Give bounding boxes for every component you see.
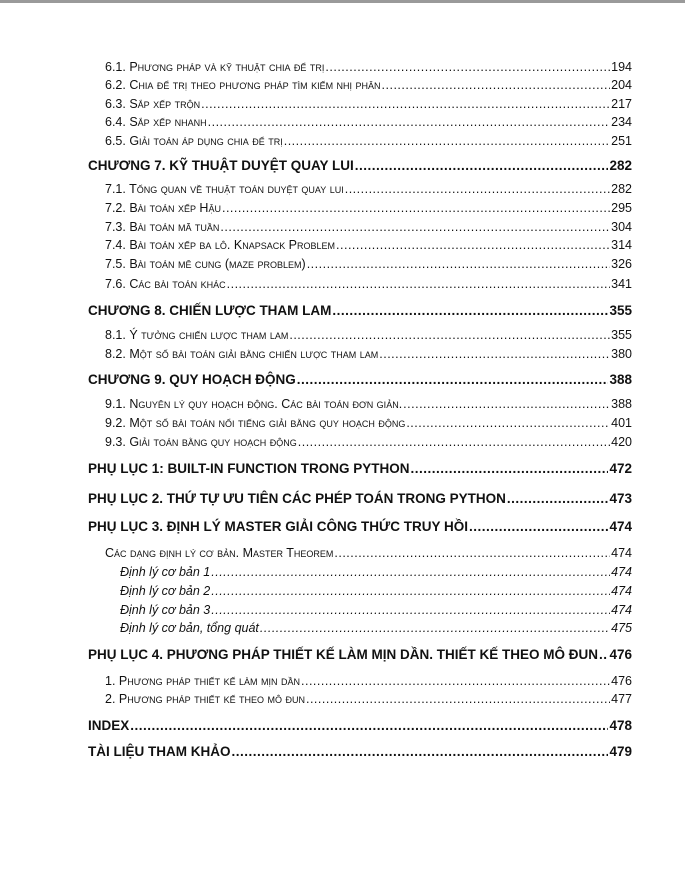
toc-entry-title: 6.1. Phương pháp và kỹ thuật chia để trị xyxy=(105,60,325,74)
toc-chapter-entry[interactable] xyxy=(88,303,632,318)
toc-entry-page: 251 xyxy=(611,134,632,148)
toc-entry-title: 9.1. Nguyên lý quy hoạch động. Các bài toán đơn giản. xyxy=(105,397,403,411)
toc-section-entry[interactable] xyxy=(120,565,632,579)
toc-entry-page: 326 xyxy=(611,257,632,271)
toc-entry-page: 194 xyxy=(611,60,632,74)
toc-section-entry[interactable] xyxy=(105,692,632,706)
toc-section-entry[interactable] xyxy=(105,674,632,688)
toc-entry-page: 204 xyxy=(611,78,632,92)
toc-entry-page: 401 xyxy=(611,416,632,430)
toc-entry-title: 6.5. Giải toán áp dụng chia để trị xyxy=(105,134,283,148)
dot-leader xyxy=(307,257,610,271)
toc-entry-title: Định lý cơ bản, tổng quát xyxy=(120,621,259,635)
dot-leader xyxy=(306,692,610,706)
toc-section-entry[interactable] xyxy=(105,435,632,449)
dot-leader xyxy=(599,647,608,662)
dot-leader xyxy=(222,201,610,215)
toc-entry-title: 9.2. Một số bài toán nổi tiếng giải bằng quy hoạch động xyxy=(105,416,406,430)
dot-leader xyxy=(211,603,610,617)
toc-entry-page: 477 xyxy=(611,692,632,706)
toc-chapter-entry[interactable] xyxy=(88,491,632,506)
dot-leader xyxy=(211,584,610,598)
toc-entry-page: 479 xyxy=(609,744,632,759)
toc-section-entry[interactable] xyxy=(105,78,632,92)
toc-entry-title: Định lý cơ bản 3 xyxy=(120,603,211,617)
toc-section-entry[interactable] xyxy=(105,347,632,361)
toc-entry-title: 2. Phương pháp thiết kế theo mô đun xyxy=(105,692,305,706)
toc-chapter-entry[interactable] xyxy=(88,158,632,173)
toc-section-entry[interactable] xyxy=(105,134,632,148)
toc-chapter-entry[interactable] xyxy=(88,372,632,387)
dot-leader xyxy=(406,416,610,430)
toc-chapter-entry[interactable] xyxy=(88,647,632,662)
toc-section-entry[interactable] xyxy=(120,603,632,617)
toc-entry-page: 217 xyxy=(611,97,632,111)
toc-chapter-entry[interactable] xyxy=(88,461,632,476)
toc-entry-page: 388 xyxy=(609,372,632,387)
toc-section-entry[interactable] xyxy=(105,220,632,234)
page-top-border xyxy=(0,0,685,3)
toc-entry-page: 304 xyxy=(611,220,632,234)
dot-leader xyxy=(403,397,610,411)
toc-entry-page: 282 xyxy=(611,182,632,196)
toc-entry-page: 478 xyxy=(609,718,632,733)
toc-entry-page: 341 xyxy=(611,277,632,291)
toc-section-entry[interactable] xyxy=(105,97,632,111)
toc-section-entry[interactable] xyxy=(105,238,632,252)
toc-entry-page: 472 xyxy=(609,461,632,476)
dot-leader xyxy=(201,97,610,111)
toc-entry-title: 6.4. Sắp xếp nhanh xyxy=(105,115,207,129)
toc-entry-title: 7.1. Tổng quan về thuật toán duyệt quay lui xyxy=(105,182,344,196)
toc-section-entry[interactable] xyxy=(105,397,632,411)
dot-leader xyxy=(220,220,610,234)
toc-section-entry[interactable] xyxy=(105,257,632,271)
toc-entry-page: 474 xyxy=(611,584,632,598)
dot-leader xyxy=(345,182,610,196)
dot-leader xyxy=(211,565,610,579)
toc-section-entry[interactable] xyxy=(120,584,632,598)
toc-entry-page: 475 xyxy=(611,621,632,635)
dot-leader xyxy=(208,115,611,129)
toc-section-entry[interactable] xyxy=(105,182,632,196)
toc-section-entry[interactable] xyxy=(105,60,632,74)
toc-entry-title: Định lý cơ bản 1 xyxy=(120,565,211,579)
toc-entry-title: PHỤ LỤC 3. ĐỊNH LÝ MASTER GIẢI CÔNG THỨC TRUY HỒI xyxy=(88,519,468,534)
dot-leader xyxy=(289,328,610,342)
toc-entry-title: TÀI LIỆU THAM KHẢO xyxy=(88,744,231,759)
toc-entry-title: PHỤ LỤC 1: BUILT-IN FUNCTION TRONG PYTHON xyxy=(88,461,410,476)
toc-entry-title: INDEX xyxy=(88,718,130,733)
toc-entry-page: 314 xyxy=(611,238,632,252)
dot-leader xyxy=(260,621,610,635)
dot-leader xyxy=(332,303,608,318)
dot-leader xyxy=(298,435,610,449)
toc-section-entry[interactable] xyxy=(105,328,632,342)
toc-entry-page: 474 xyxy=(611,603,632,617)
toc-entry-page: 234 xyxy=(611,115,632,129)
dot-leader xyxy=(325,60,610,74)
toc-entry-page: 474 xyxy=(609,519,632,534)
toc-entry-title: PHỤ LỤC 4. PHƯƠNG PHÁP THIẾT KẾ LÀM MỊN DẦN. THIẾT KẾ THEO MÔ ĐUN xyxy=(88,647,598,662)
toc-entry-page: 380 xyxy=(611,347,632,361)
toc-entry-title: 7.5. Bài toán mê cung (maze problem) xyxy=(105,257,306,271)
toc-entry-title: 1. Phương pháp thiết kế làm mịn dần xyxy=(105,674,300,688)
toc-entry-page: 282 xyxy=(609,158,632,173)
toc-section-entry[interactable] xyxy=(105,115,632,129)
toc-section-entry[interactable] xyxy=(105,277,632,291)
toc-entry-title: 7.3. Bài toán mã tuần xyxy=(105,220,220,234)
toc-entry-title: Định lý cơ bản 2 xyxy=(120,584,211,598)
toc-section-entry[interactable] xyxy=(105,416,632,430)
toc-entry-title: 7.6. Các bài toán khác xyxy=(105,277,226,291)
toc-entry-title: Các dạng định lý cơ bản. Master Theorem xyxy=(105,546,334,560)
toc-entry-title: CHƯƠNG 9. QUY HOẠCH ĐỘNG xyxy=(88,372,296,387)
toc-entry-title: 6.3. Sắp xếp trộn xyxy=(105,97,201,111)
toc-entry-page: 474 xyxy=(611,565,632,579)
dot-leader xyxy=(232,744,609,759)
toc-chapter-entry[interactable] xyxy=(88,744,632,759)
toc-chapter-entry[interactable] xyxy=(88,718,632,733)
toc-entry-page: 355 xyxy=(611,328,632,342)
toc-section-entry[interactable] xyxy=(105,546,632,560)
toc-entry-page: 476 xyxy=(609,647,632,662)
toc-section-entry[interactable] xyxy=(105,201,632,215)
toc-entry-page: 295 xyxy=(611,201,632,215)
dot-leader xyxy=(336,238,610,252)
toc-entry-page: 474 xyxy=(611,546,632,560)
toc-entry-title: 8.2. Một số bài toán giải bằng chiến lược tham lam xyxy=(105,347,379,361)
dot-leader xyxy=(382,78,611,92)
toc-chapter-entry[interactable] xyxy=(88,519,632,534)
dot-leader xyxy=(130,718,608,733)
dot-leader xyxy=(507,491,609,506)
toc-entry-title: 7.2. Bài toán xếp Hậu xyxy=(105,201,221,215)
toc-entry-title: 6.2. Chia để trị theo phương pháp tìm kiếm nhị phân xyxy=(105,78,381,92)
dot-leader xyxy=(227,277,611,291)
toc-entry-page: 473 xyxy=(609,491,632,506)
toc-entry-title: PHỤ LỤC 2. THỨ TỰ ƯU TIÊN CÁC PHÉP TOÁN TRONG PYTHON xyxy=(88,491,506,506)
toc-entry-title: 9.3. Giải toán bằng quy hoạch động xyxy=(105,435,297,449)
dot-leader xyxy=(301,674,610,688)
toc-entry-title: 8.1. Ý tưởng chiến lược tham lam xyxy=(105,328,289,342)
dot-leader xyxy=(297,372,609,387)
dot-leader xyxy=(284,134,610,148)
toc-entry-title: CHƯƠNG 8. CHIẾN LƯỢC THAM LAM xyxy=(88,303,332,318)
dot-leader xyxy=(411,461,609,476)
dot-leader xyxy=(355,158,609,173)
toc-entry-title: 7.4. Bài toán xếp ba lô. Knapsack Problem xyxy=(105,238,336,252)
toc-entry-page: 355 xyxy=(609,303,632,318)
toc-entry-page: 420 xyxy=(611,435,632,449)
toc-entry-page: 388 xyxy=(611,397,632,411)
dot-leader xyxy=(334,546,610,560)
toc-entry-title: CHƯƠNG 7. KỸ THUẬT DUYỆT QUAY LUI xyxy=(88,158,354,173)
toc-section-entry[interactable] xyxy=(120,621,632,635)
dot-leader xyxy=(379,347,610,361)
toc-entry-page: 476 xyxy=(611,674,632,688)
dot-leader xyxy=(469,519,609,534)
